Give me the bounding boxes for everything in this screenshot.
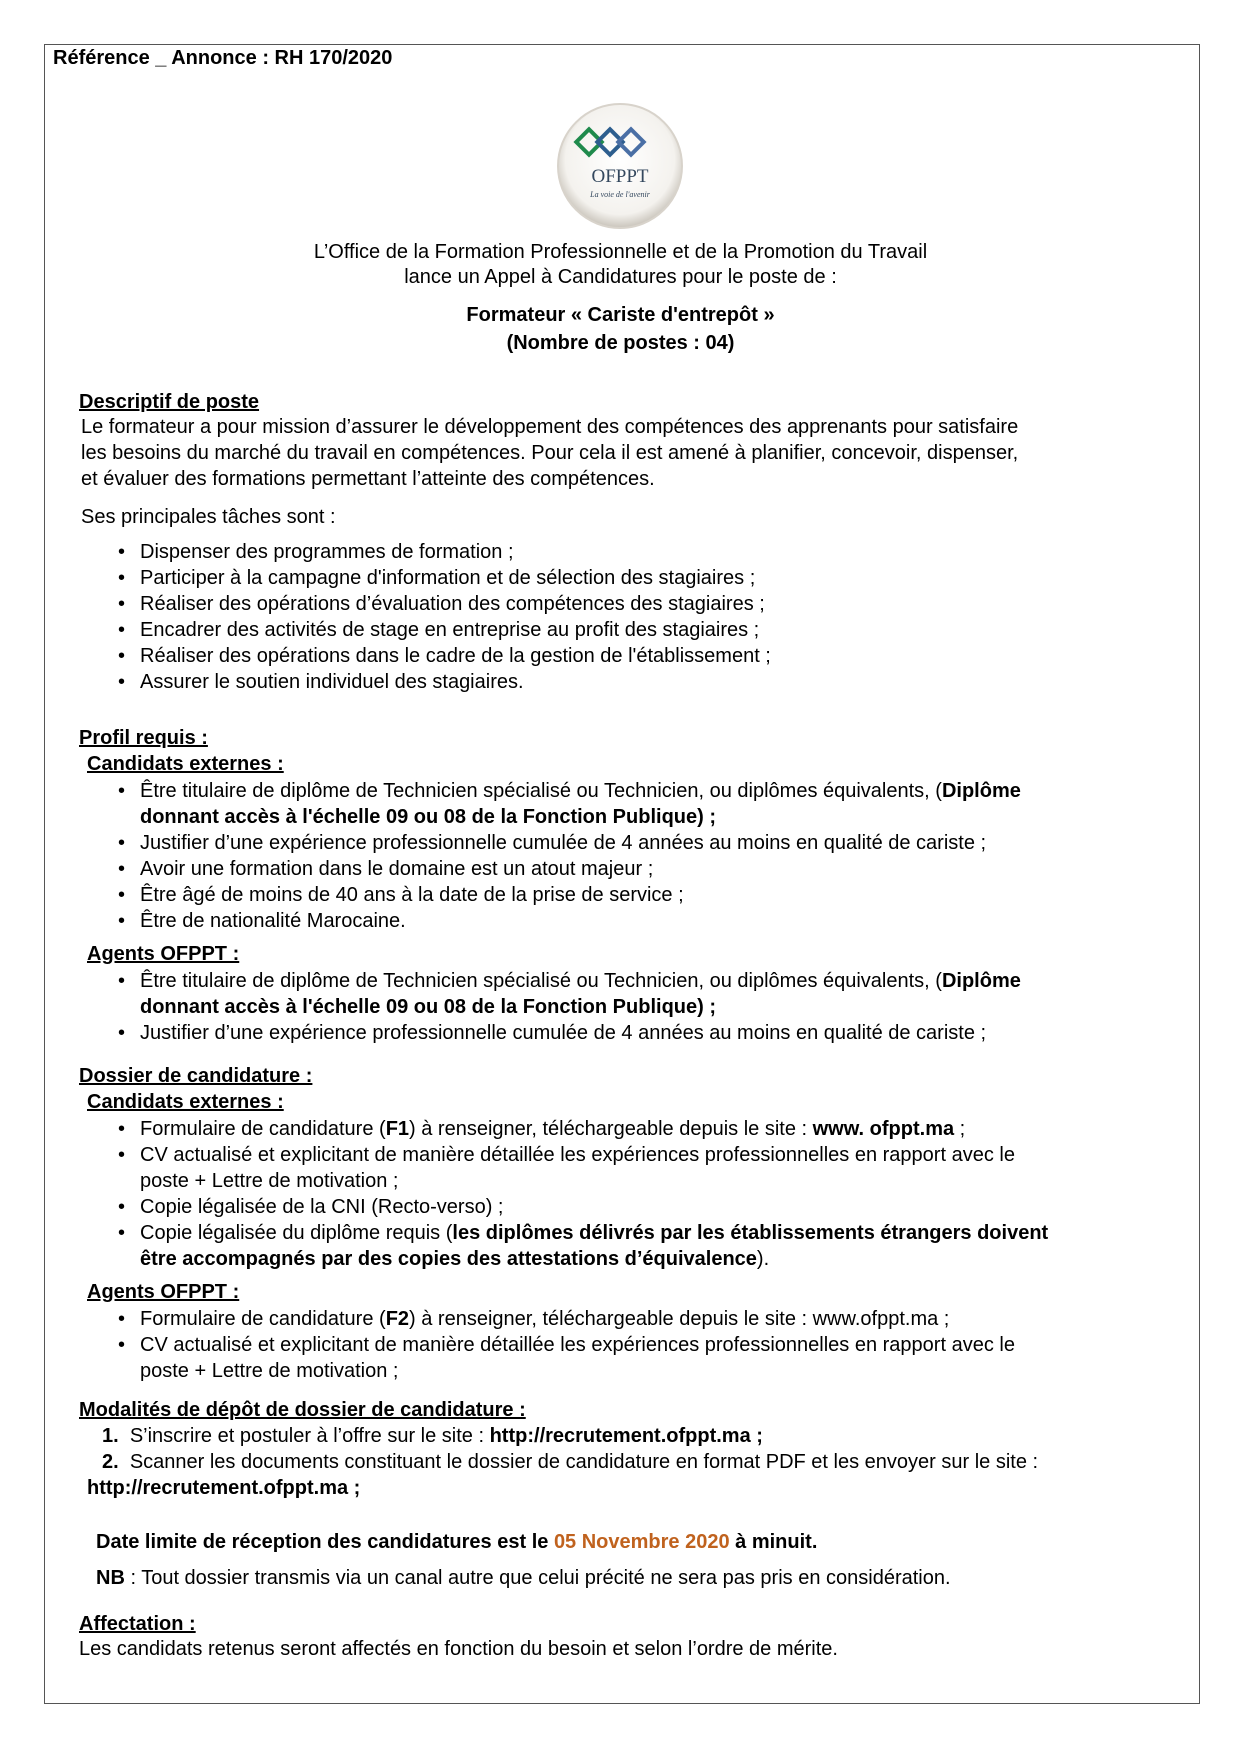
list-item: • Justifier d’une expérience professionnelle cumulée de 4 années au moins en qualité de cariste ; [118,1022,987,1044]
dossier-agents-list [0,1306,1170,1384]
profil-agents-list [0,968,1170,1046]
list-item: • Être âgé de moins de 40 ans à la date de la prise de service ; [118,884,684,906]
date-limite-value: 05 Novembre 2020 [553,1531,730,1553]
nb-note: NB : Tout dossier transmis via un canal autre que celui précité ne sera pas pris en considération. [96,1567,951,1589]
list-item: • Dispenser des programmes de formation ; [118,541,514,563]
profil-externes-title: Candidats externes : [87,753,284,775]
logo-tagline: La voie de l'avenir [590,190,650,199]
descriptif-line: Le formateur a pour mission d’assurer le développement des compétences des apprenants pour satisfaire [81,416,1019,438]
list-item: • Être titulaire de diplôme de Technicien spécialisé ou Technicien, ou diplômes équivalents, (Diplôme donnant accès à l'échelle 09 ou 08 de la Fonction Publique) ; [118,970,1021,1018]
list-item: • Encadrer des activités de stage en entreprise au profit des stagiaires ; [118,619,760,641]
list-item: • CV actualisé et explicitant de manière détaillée les expériences professionnelles en rapport avec le poste + Lettre de motivation ; [118,1144,1015,1192]
descriptif-line: et évaluer des formations permettant l’atteinte des compétences. [81,468,655,490]
ofppt-logo-icon [556,102,684,230]
affectation-title: Affectation : [79,1613,196,1635]
affectation-text: Les candidats retenus seront affectés en fonction du besoin et selon l’ordre de mérite. [79,1638,838,1660]
list-item: • Avoir une formation dans le domaine est un atout majeur ; [118,858,654,880]
list-item: • Être titulaire de diplôme de Technicien spécialisé ou Technicien, ou diplômes équivalents, (Diplôme donnant accès à l'échelle 09 ou 08 de la Fonction Publique) ; [118,780,1021,828]
reference-annonce: Référence _ Annonce : RH 170/2020 [53,47,393,69]
list-item: • Être de nationalité Marocaine. [118,910,406,932]
list-item: • Participer à la campagne d'information et de sélection des stagiaires ; [118,567,756,589]
descriptif-title: Descriptif de poste [79,391,260,413]
date-limite: Date limite de réception des candidatures est le 05 Novembre 2020 à minuit. [96,1531,818,1553]
dossier-agents-title: Agents OFPPT : [87,1281,240,1303]
descriptif-text [81,414,1171,492]
profil-externes-list [0,778,1170,934]
list-item: • Réaliser des opérations dans le cadre de la gestion de l'établissement ; [118,645,771,667]
profil-title: Profil requis : [79,727,208,749]
dossier-externes-list [0,1116,1170,1272]
list-item: • Formulaire de candidature (F1) à renseigner, téléchargeable depuis le site : www. ofppt.ma ; [118,1118,966,1140]
ofppt-logo [556,102,684,230]
modalites-step-1: 1. S’inscrire et postuler à l’offre sur le site : http://recrutement.ofppt.ma ; [102,1425,763,1447]
list-item: • Copie légalisée de la CNI (Recto-verso) ; [118,1196,504,1218]
list-item: • Assurer le soutien individuel des stagiaires. [118,671,524,693]
intro-line-1: L’Office de la Formation Professionnelle et de la Promotion du Travail [313,241,928,263]
taches-list [0,539,771,695]
descriptif-line: les besoins du marché du travail en compétences. Pour cela il est amené à planifier, concevoir, dispenser, [81,442,1019,464]
list-item: • Réaliser des opérations d’évaluation des compétences des stagiaires ; [118,593,765,615]
modalites-url: http://recrutement.ofppt.ma ; [87,1477,361,1499]
list-item: • Copie légalisée du diplôme requis (les diplômes délivrés par les établissements étrangers doivent être accompagnés par des copies des attestations d’équivalence). [118,1222,1049,1270]
modalites-title: Modalités de dépôt de dossier de candidature : [79,1399,526,1421]
list-item: • Formulaire de candidature (F2) à renseigner, téléchargeable depuis le site : www.ofppt.ma ; [118,1308,950,1330]
modalites-step-2: 2. Scanner les documents constituant le dossier de candidature en format PDF et les envoyer sur le site : [102,1451,1039,1473]
poste-title: Formateur « Cariste d'entrepôt » [466,304,775,326]
nombre-postes: (Nombre de postes : 04) [506,332,735,354]
taches-intro: Ses principales tâches sont : [81,506,336,528]
intro-line-2: lance un Appel à Candidatures pour le poste de : [404,266,837,288]
list-item: • CV actualisé et explicitant de manière détaillée les expériences professionnelles en rapport avec le poste + Lettre de motivation ; [118,1334,1015,1382]
logo-name: OFPPT [591,166,649,187]
dossier-externes-title: Candidats externes : [87,1091,284,1113]
profil-agents-title: Agents OFPPT : [87,943,240,965]
list-item: • Justifier d’une expérience professionnelle cumulée de 4 années au moins en qualité de cariste ; [118,832,987,854]
dossier-title: Dossier de candidature : [79,1065,313,1087]
